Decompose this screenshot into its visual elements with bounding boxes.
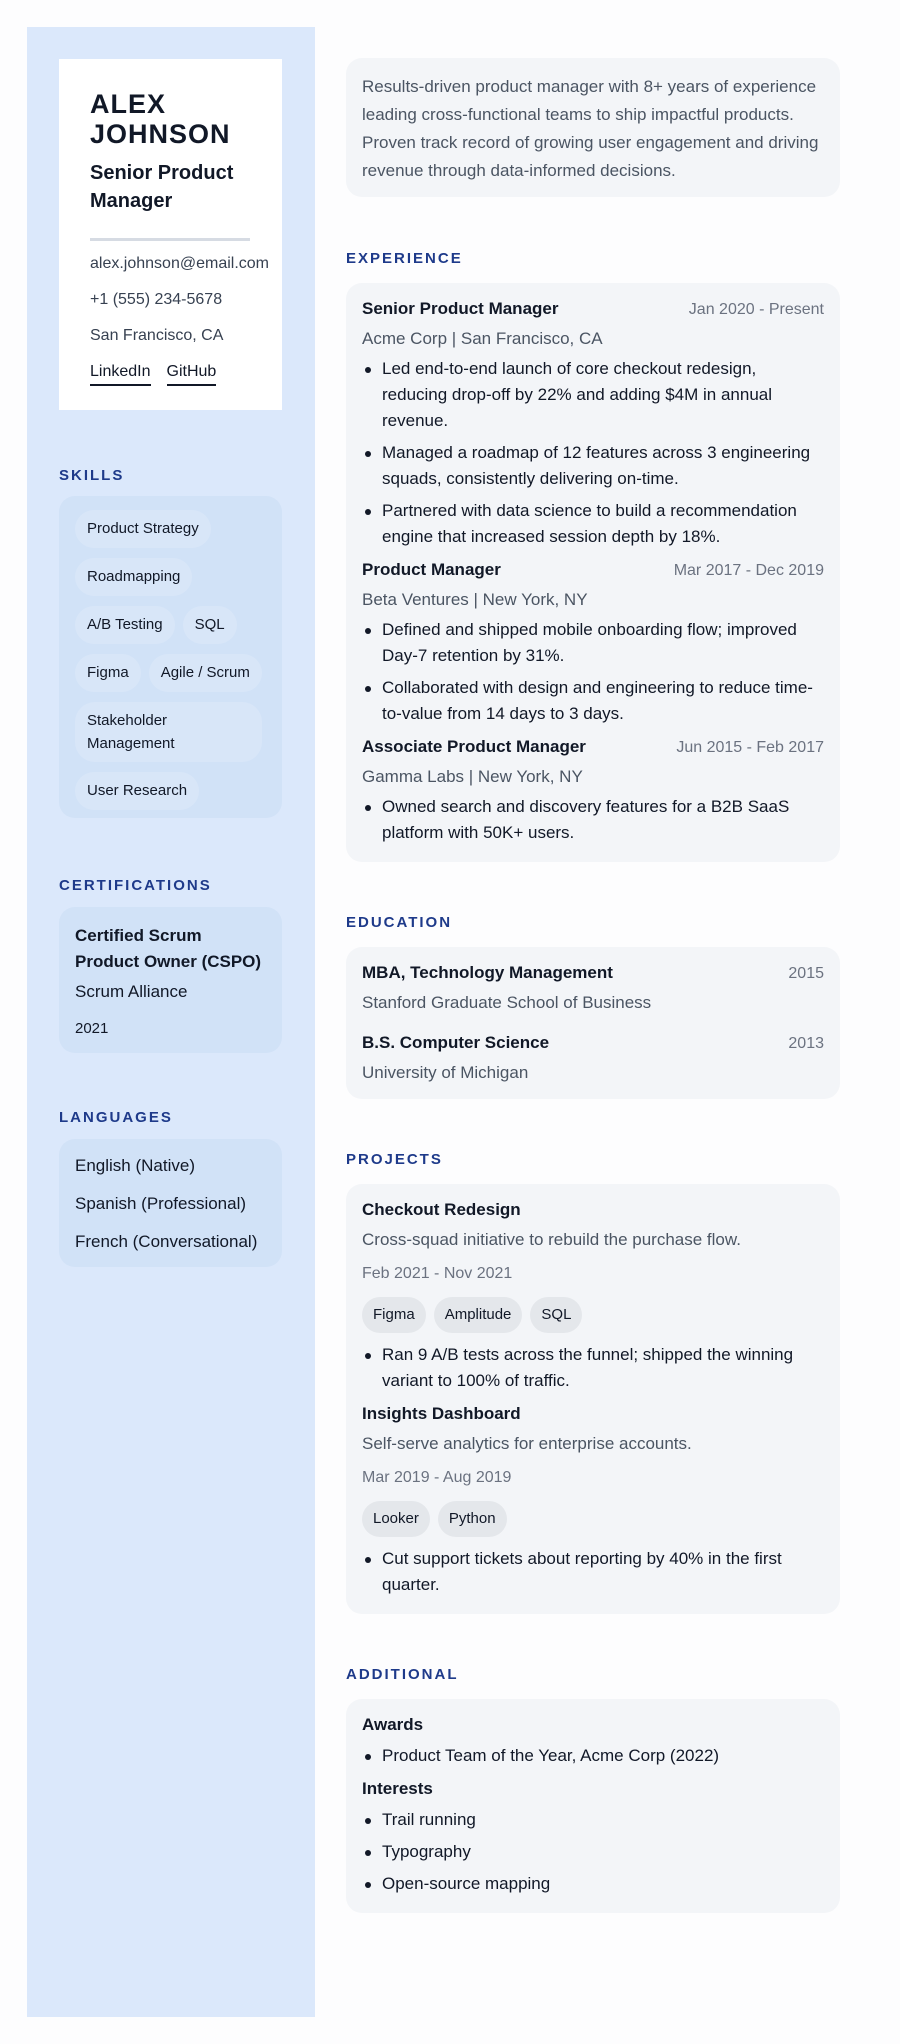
job-bullet: Partnered with data science to build a recommendation engine that increased session depth by 18%. xyxy=(362,498,824,550)
project-entry xyxy=(362,1404,824,1598)
project-name: Insights Dashboard xyxy=(362,1404,521,1423)
tool-chip: Figma xyxy=(362,1297,426,1333)
skill-chip: User Research xyxy=(75,772,199,810)
education-card xyxy=(346,947,840,1099)
location-text: San Francisco, CA xyxy=(90,327,224,344)
job-title: Product Manager xyxy=(362,560,501,579)
experience-heading: EXPERIENCE xyxy=(346,250,463,267)
project-dates: Feb 2021 - Nov 2021 xyxy=(362,1265,513,1282)
projects-heading: PROJECTS xyxy=(346,1151,443,1168)
language-item: French (Conversational) xyxy=(75,1232,258,1251)
job-bullet: Defined and shipped mobile onboarding flow; improved Day-7 retention by 31%. xyxy=(362,617,824,669)
skill-chip: Stakeholder Management xyxy=(75,702,262,762)
job-title: Associate Product Manager xyxy=(362,737,586,756)
degree-year: 2013 xyxy=(788,1035,824,1052)
project-name: Checkout Redesign xyxy=(362,1200,521,1219)
project-bullet: Ran 9 A/B tests across the funnel; shipped the winning variant to 100% of traffic. xyxy=(362,1342,824,1394)
job-dates: Mar 2017 - Dec 2019 xyxy=(673,562,824,579)
job-company: Acme Corp | San Francisco, CA xyxy=(362,329,603,348)
additional-heading: ADDITIONAL xyxy=(346,1666,459,1683)
skill-chip: SQL xyxy=(183,606,237,644)
phone-text: +1 (555) 234-5678 xyxy=(90,291,223,308)
education-entry xyxy=(362,1033,824,1083)
certification-year: 2021 xyxy=(75,1020,109,1037)
experience-card xyxy=(346,283,840,862)
tool-chip: Python xyxy=(438,1501,507,1537)
projects-card xyxy=(346,1184,840,1614)
job-company: Gamma Labs | New York, NY xyxy=(362,767,583,786)
awards-title: Awards xyxy=(362,1715,424,1734)
degree-title: B.S. Computer Science xyxy=(362,1033,550,1052)
project-desc: Self-serve analytics for enterprise accounts. xyxy=(362,1434,692,1453)
tool-chip: Amplitude xyxy=(434,1297,523,1333)
project-dates: Mar 2019 - Aug 2019 xyxy=(362,1469,512,1486)
degree-year: 2015 xyxy=(788,965,824,982)
languages-heading: LANGUAGES xyxy=(59,1109,173,1126)
language-item: English (Native) xyxy=(75,1156,195,1175)
header-card xyxy=(59,59,282,410)
skill-chip: Figma xyxy=(75,654,141,692)
header-divider xyxy=(90,238,250,241)
certifications-heading: CERTIFICATIONS xyxy=(59,877,212,894)
certification-org: Scrum Alliance xyxy=(75,982,188,1001)
candidate-title: Senior Product Manager xyxy=(90,162,234,212)
school-name: Stanford Graduate School of Business xyxy=(362,993,652,1012)
award-item: Product Team of the Year, Acme Corp (2022) xyxy=(362,1743,824,1769)
main-content xyxy=(346,58,840,1913)
certification-name: Certified Scrum Product Owner (CSPO) xyxy=(75,926,262,971)
skill-chip: A/B Testing xyxy=(75,606,175,644)
project-bullet: Cut support tickets about reporting by 40% in the first quarter. xyxy=(362,1546,824,1598)
skill-chip: Roadmapping xyxy=(75,558,192,596)
job-entry xyxy=(362,299,824,550)
language-item: Spanish (Professional) xyxy=(75,1194,247,1213)
job-bullet: Managed a roadmap of 12 features across 3 engineering squads, consistently delivering on-time. xyxy=(362,440,824,492)
job-entry xyxy=(362,560,824,727)
email-text: alex.johnson@email.com xyxy=(90,255,269,272)
summary-text: Results-driven product manager with 8+ years of experience leading cross-functional teams to ship impactful products. Proven track record of growing user engagement and driving revenue through data-informed decisions. xyxy=(346,58,840,197)
sidebar xyxy=(27,27,315,2017)
job-dates: Jan 2020 - Present xyxy=(688,301,824,318)
github-link[interactable]: GitHub xyxy=(167,362,217,386)
interest-item: Trail running xyxy=(362,1807,824,1833)
degree-title: MBA, Technology Management xyxy=(362,963,613,982)
job-bullet: Owned search and discovery features for a B2B SaaS platform with 50K+ users. xyxy=(362,794,824,846)
skill-chip: Product Strategy xyxy=(75,510,211,548)
job-entry xyxy=(362,737,824,846)
interest-item: Typography xyxy=(362,1839,824,1865)
job-bullet: Collaborated with design and engineering to reduce time-to-value from 14 days to 3 days. xyxy=(362,675,824,727)
interest-item: Open-source mapping xyxy=(362,1871,824,1897)
languages-box xyxy=(59,1139,282,1267)
certification-item xyxy=(59,907,282,1053)
education-heading: EDUCATION xyxy=(346,914,453,931)
job-bullet: Led end-to-end launch of core checkout redesign, reducing drop-off by 22% and adding $4M in annual revenue. xyxy=(362,356,824,434)
linkedin-link[interactable]: LinkedIn xyxy=(90,362,151,386)
project-desc: Cross-squad initiative to rebuild the purchase flow. xyxy=(362,1230,741,1249)
skill-chip: Agile / Scrum xyxy=(149,654,262,692)
interests-title: Interests xyxy=(362,1779,433,1798)
job-title: Senior Product Manager xyxy=(362,299,559,318)
tool-chip: Looker xyxy=(362,1501,430,1537)
candidate-name: ALEX JOHNSON xyxy=(90,89,231,149)
skills-heading: SKILLS xyxy=(59,467,125,484)
skills-box xyxy=(59,496,282,818)
school-name: University of Michigan xyxy=(362,1063,529,1082)
project-entry xyxy=(362,1200,824,1394)
job-dates: Jun 2015 - Feb 2017 xyxy=(676,739,824,756)
job-company: Beta Ventures | New York, NY xyxy=(362,590,588,609)
education-entry xyxy=(362,963,824,1013)
tool-chip: SQL xyxy=(530,1297,582,1333)
additional-card xyxy=(346,1699,840,1913)
